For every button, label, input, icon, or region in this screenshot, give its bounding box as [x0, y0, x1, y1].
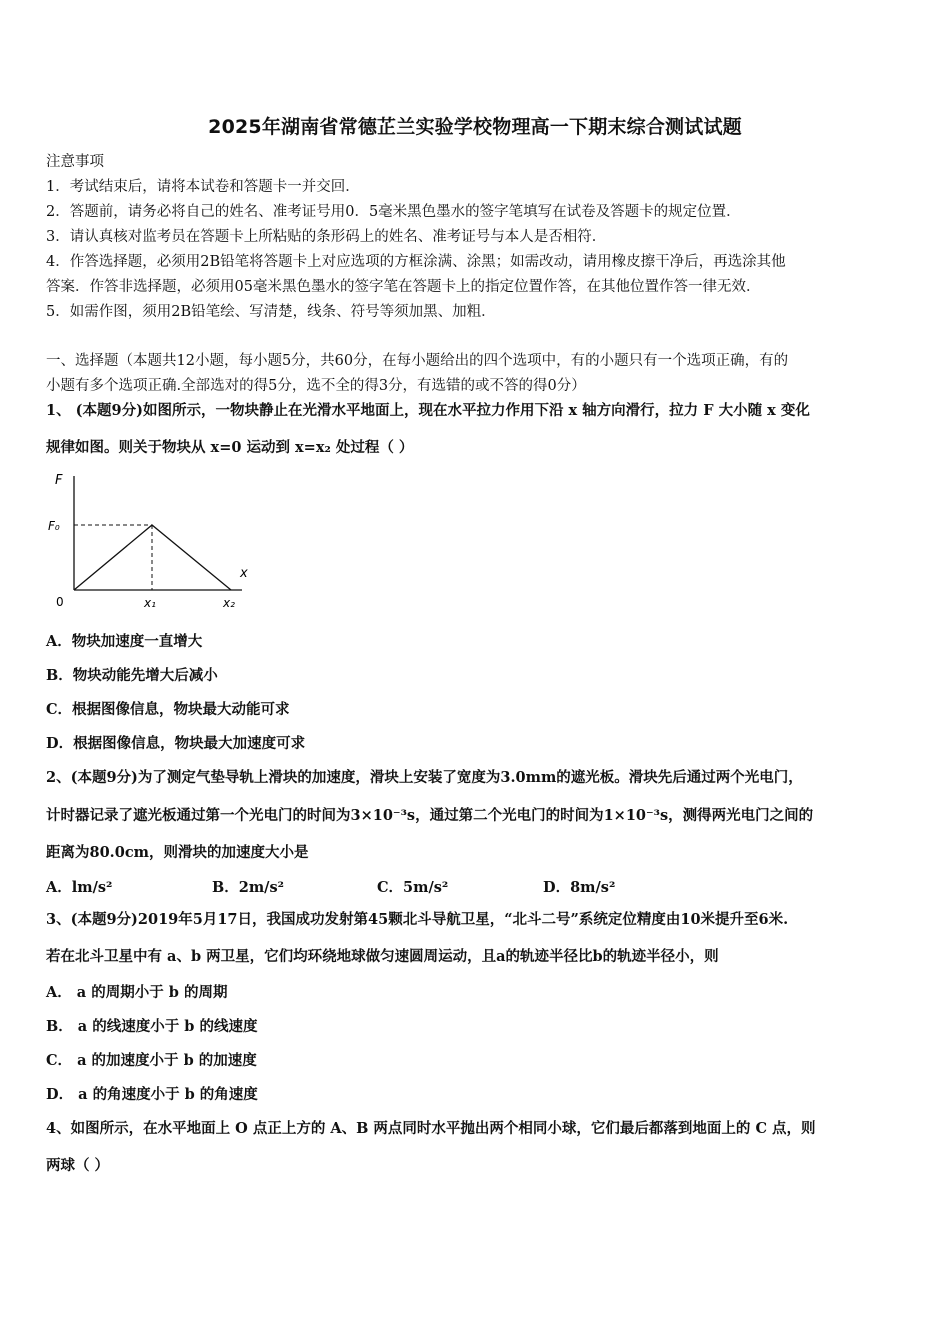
question-1-stem-cont: 规律如图。则关于物块从 x=0 运动到 x=x₂ 处过程（ ）: [46, 439, 414, 456]
notice-item: 3．请认真核对监考员在答题卡上所粘贴的条形码上的姓名、准考证号与本人是否相符．: [46, 229, 607, 245]
question-2-stem: 2、(本题9分)为了测定气垫导轨上滑块的加速度，滑块上安装了宽度为3.0mm的遮光板。滑块先后通过两个光电门，: [46, 769, 803, 786]
section-heading: 一、选择题（本题共12小题，每小题5分，共60分，在每小题给出的四个选项中，有的小题只有一个选项正确，有的: [46, 353, 789, 369]
x2-label: x₂: [223, 596, 235, 610]
q3-option-c: C． a 的加速度小于 b 的加速度: [46, 1052, 257, 1069]
section-heading-cont: 小题有多个选项正确.全部选对的得5分，选不全的得3分，有选错的或不答的得0分）: [46, 378, 586, 394]
q1-option-c: C．根据图像信息，物块最大动能可求: [46, 701, 290, 718]
x1-label: x₁: [144, 596, 156, 610]
q3-option-d: D． a 的角速度小于 b 的角速度: [46, 1086, 258, 1103]
q3-option-b: B． a 的线速度小于 b 的线速度: [46, 1018, 258, 1035]
notice-heading: 注意事项: [46, 154, 104, 170]
notice-item: 5．如需作图，须用2B铅笔绘、写清楚，线条、符号等须加黑、加粗．: [46, 304, 496, 320]
q3-option-a: A． a 的周期小于 b 的周期: [46, 984, 228, 1001]
q1-option-a: A．物块加速度一直增大: [46, 633, 203, 650]
notice-item: 2．答题前，请务必将自己的姓名、准考证号用0．5毫米黑色墨水的签字笔填写在试卷及答题卡的规定位置．: [46, 204, 741, 220]
q1-option-b: B．物块动能先增大后减小: [46, 667, 218, 684]
origin-label: 0: [56, 595, 64, 609]
question-1-stem: 1、 (本题9分)如图所示，一物块静止在光滑水平地面上，现在水平拉力作用下沿 x 轴方向滑行，拉力 F 大小随 x 变化: [46, 402, 810, 419]
page-title: 2025年湖南省常德芷兰实验学校物理高一下期末综合测试试题: [208, 116, 742, 138]
q2-options-row: [0, 876, 950, 896]
force-position-graph: [46, 466, 256, 616]
notice-item: 1．考试结束后，请将本试卷和答题卡一并交回．: [46, 179, 360, 195]
question-3-stem-cont: 若在北斗卫星中有 a、b 两卫星，它们均环绕地球做匀速圆周运动，且a的轨迹半径比b的轨迹半径小，则: [46, 948, 719, 965]
notice-item: 答案．作答非选择题，必须用05毫米黑色墨水的签字笔在答题卡上的指定位置作答，在其他位置作答一律无效．: [46, 279, 761, 295]
q2-option-d: D．8m/s²: [543, 879, 616, 896]
question-4-stem: 4、如图所示，在水平地面上 O 点正上方的 A、B 两点同时水平抛出两个相同小球，它们最后都落到地面上的 C 点，则: [46, 1120, 816, 1137]
notice-item: 4．作答选择题，必须用2B铅笔将答题卡上对应选项的方框涂满、涂黑；如需改动，请用橡皮擦干净后，再选涂其他: [46, 254, 786, 270]
y-axis-label: F: [55, 473, 63, 488]
question-2-stem-cont: 距离为80.0cm，则滑块的加速度大小是: [46, 844, 309, 861]
q2-option-c: C．5m/s²: [377, 879, 449, 896]
x-axis-label: x: [240, 566, 248, 581]
f0-label: F₀: [48, 519, 60, 533]
question-3-stem: 3、(本题9分)2019年5月17日，我国成功发射第45颗北斗导航卫星，“北斗二号”系统定位精度由10米提升至6米.: [46, 911, 789, 928]
q2-option-a: A．lm/s²: [46, 879, 113, 896]
question-4-stem-cont: 两球（ ）: [46, 1157, 110, 1174]
question-2-stem-cont: 计时器记录了遮光板通过第一个光电门的时间为3×10⁻³s，通过第二个光电门的时间为1×10⁻³s，测得两光电门之间的: [46, 807, 814, 824]
q2-option-b: B．2m/s²: [212, 879, 284, 896]
q1-option-d: D．根据图像信息，物块最大加速度可求: [46, 735, 306, 752]
